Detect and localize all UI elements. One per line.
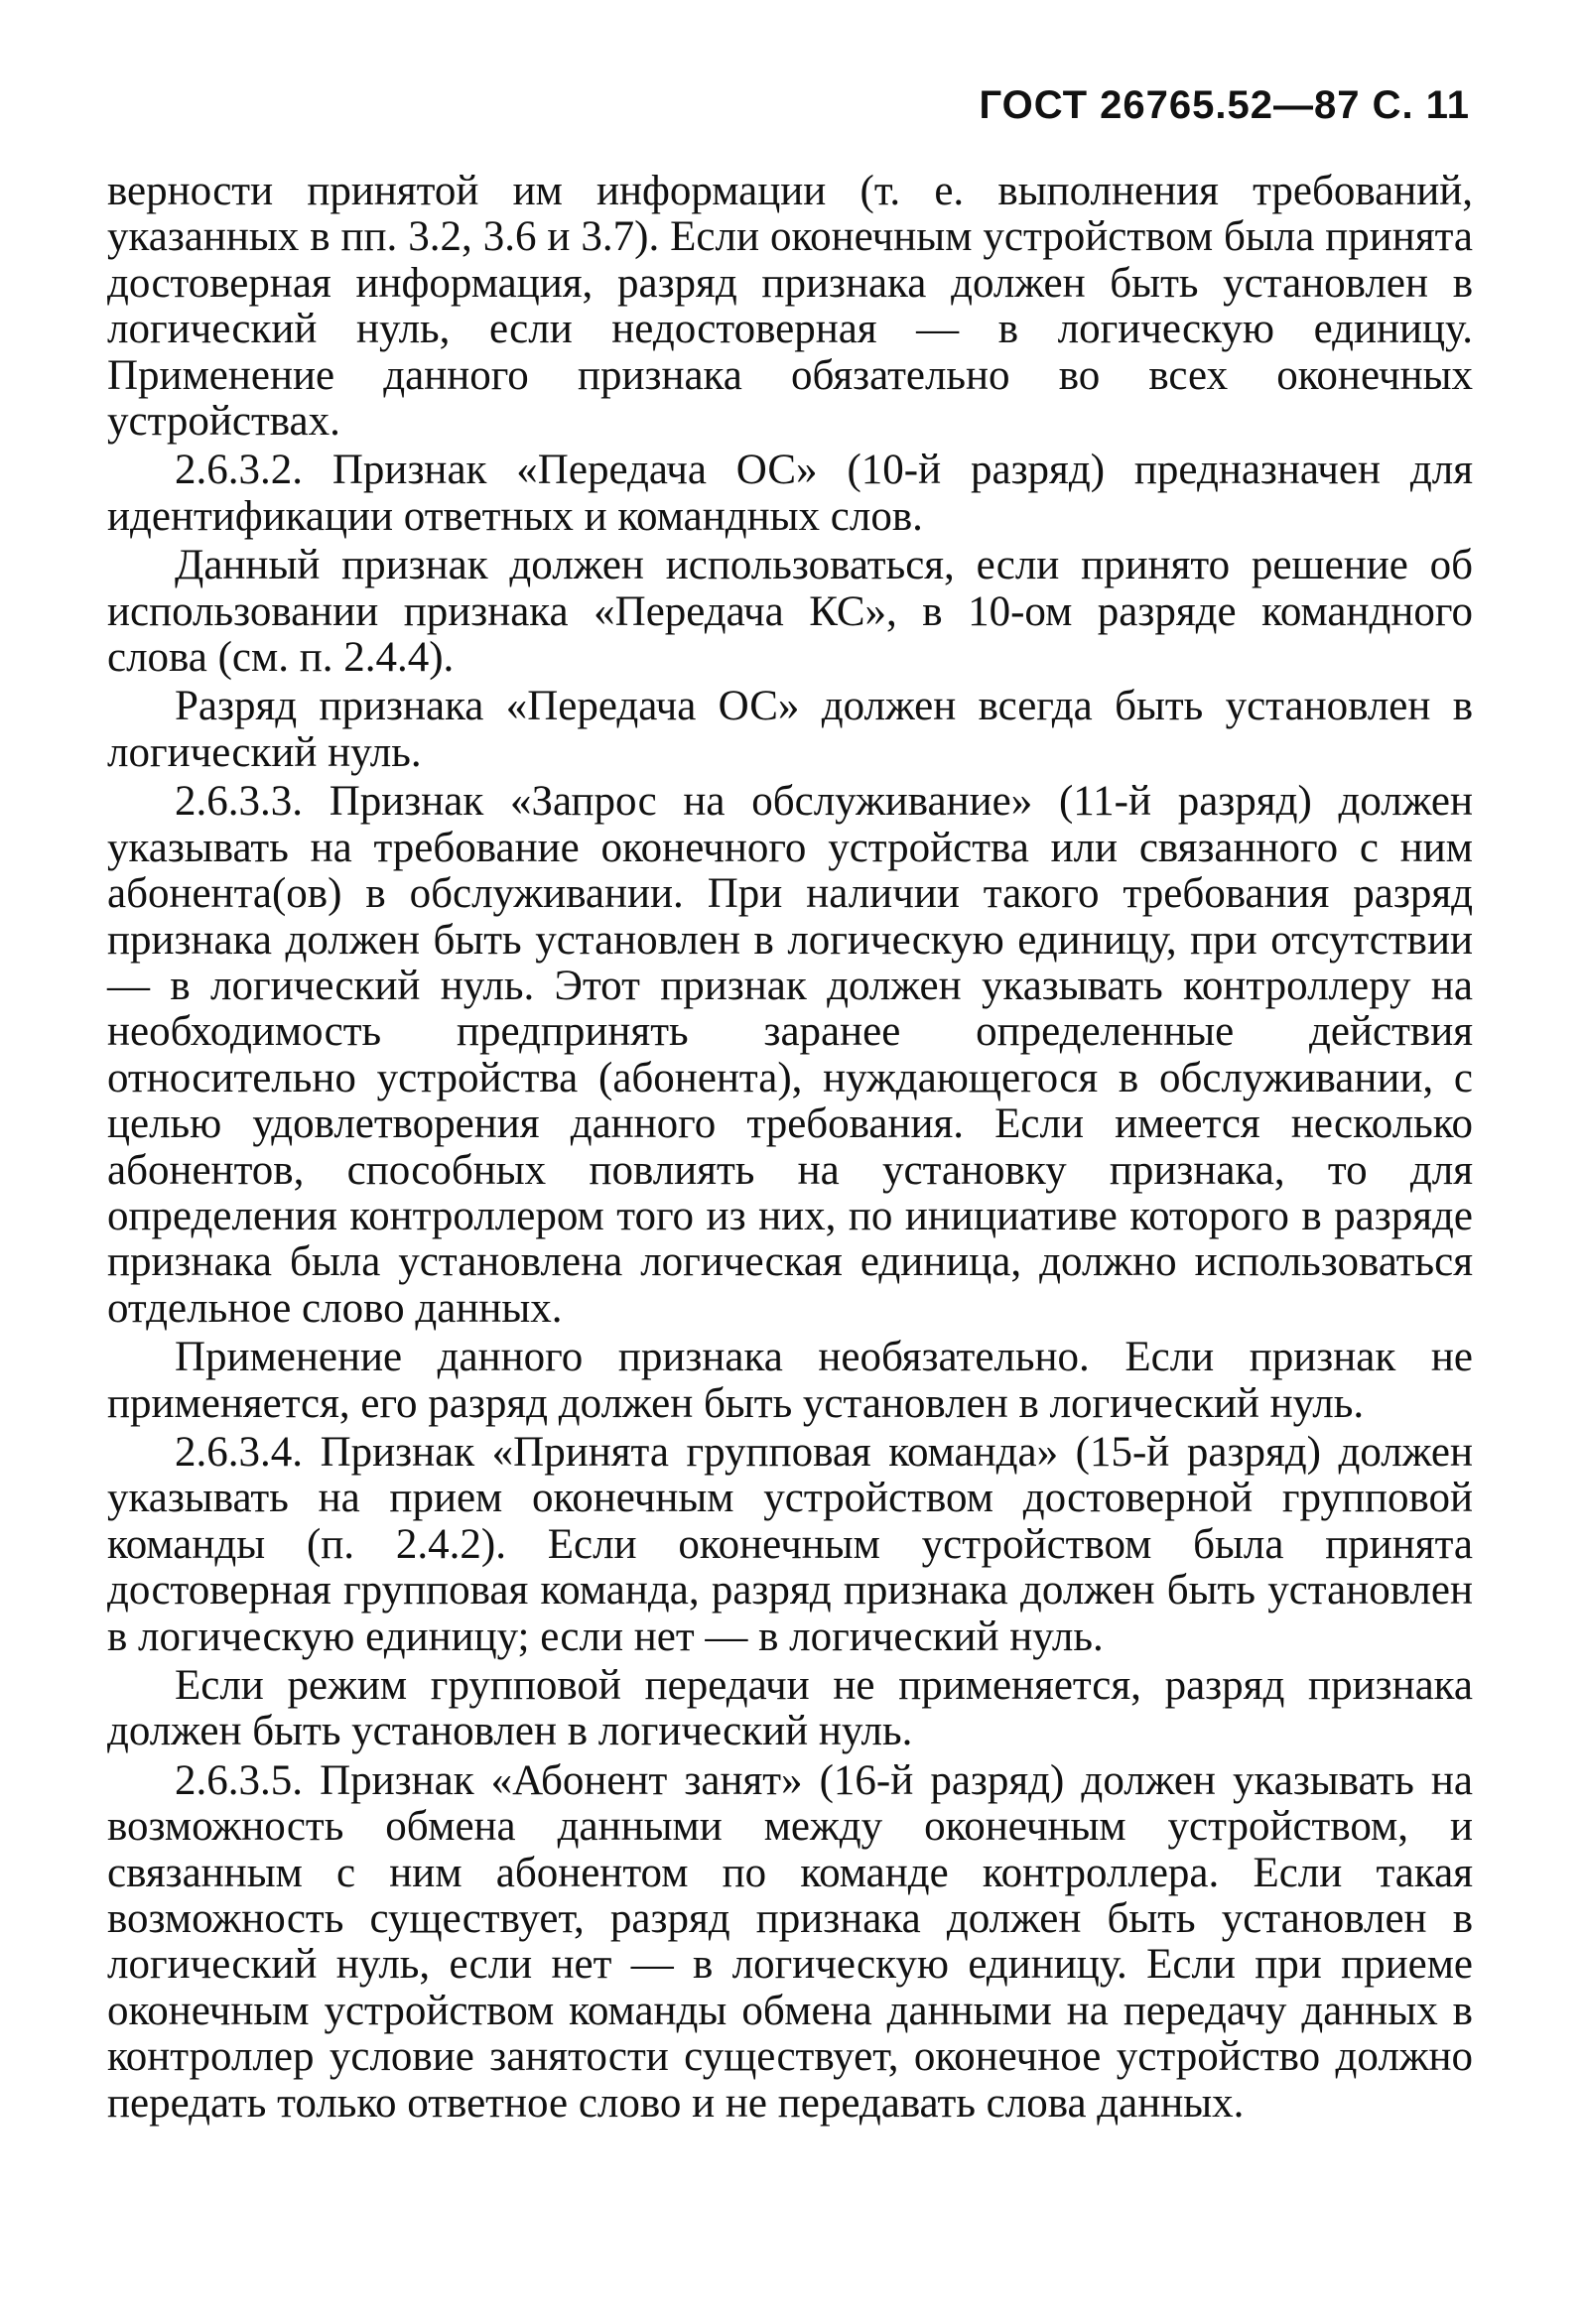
standard-number: ГОСТ 26765.52—87 (979, 83, 1361, 127)
page-number: С. 11 (1372, 83, 1470, 127)
paragraph-service-request-optional: Применение данного признака необязательно. Если признак не применяется, его разряд должен быть установлен в логический нуль. (107, 1334, 1473, 1427)
body-text (107, 169, 1473, 2127)
paragraph-2-6-3-4: 2.6.3.4. Признак «Принята групповая команда» (15-й разряд) должен указывать на прием оконечным устройством достоверной групповой команды (п. 2.4.2). Если оконечным устройством была принята достоверная групповая команда, разряд признака должен быть установлен в логическую единицу; если нет — в логический нуль. (107, 1428, 1473, 1660)
paragraph-continuation: верности принятой им информации (т. е. выполнения требований, указанных в пп. 3.2, 3.6 и 3.7). Если оконечным устройством была принята достоверная информация, разряд признака должен быть установлен в логический нуль, если недостоверная — в логическую единицу. Применение данного признака обязательно во всех оконечных устройствах. (107, 168, 1473, 446)
paragraph-group-mode: Если режим групповой передачи не применяется, разряд признака должен быть установлен в логический нуль. (107, 1662, 1473, 1755)
paragraph-oc-usage: Данный признак должен использоваться, если принято решение об использовании признака «Передача КС», в 10-ом разряде командного слова (см. п. 2.4.4). (107, 542, 1473, 682)
running-header (979, 83, 1470, 128)
paragraph-2-6-3-3: 2.6.3.3. Признак «Запрос на обслуживание» (11-й разряд) должен указывать на требование оконечного устройства или связанного с ним абонента(ов) в обслуживании. При наличии такого требования разряд признака должен быть установлен в логическую единицу, при отсутствии — в логический нуль. Этот признак должен указывать контроллеру на необходимость предпринять заранее определенные действия относительно устройства (абонента), нуждающегося в обслуживании, с целью удовлетворения данного требования. Если имеется несколько абонентов, способных повлиять на установку признака, то для определения контроллером того из них, по инициативе которого в разряде признака была установлена логическая единица, должно использоваться отдельное слово данных. (107, 778, 1473, 1332)
paragraph-2-6-3-5: 2.6.3.5. Признак «Абонент занят» (16-й разряд) должен указывать на возможность обмена данными между оконечным устройством, и связанным с ним абонентом по команде контроллера. Если такая возможность существует, разряд признака должен быть установлен в логический нуль, если нет — в логическую единицу. Если при приеме оконечным устройством команды обмена данными на передачу данных в контроллер условие занятости существует, оконечное устройство должно передать только ответное слово и не передавать слова данных. (107, 1756, 1473, 2127)
paragraph-oc-bit-zero: Разряд признака «Передача ОС» должен всегда быть установлен в логический нуль. (107, 683, 1473, 776)
paragraph-2-6-3-2: 2.6.3.2. Признак «Передача ОС» (10-й разряд) предназначен для идентификации ответных и командных слов. (107, 447, 1473, 540)
